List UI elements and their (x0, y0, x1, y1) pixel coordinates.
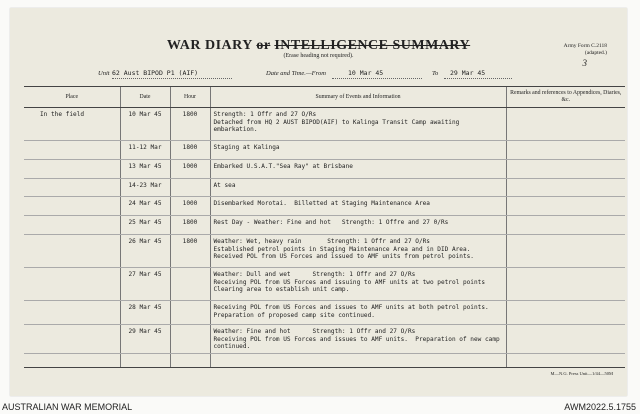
filler-cell (506, 353, 625, 367)
col-remarks: Remarks and references to Appendices, Diaries, &c. (506, 87, 625, 108)
cell-remarks (506, 141, 625, 160)
cell-summary (210, 141, 506, 160)
summary-text: Strength: 1 Offr and 27 O/Rs Detached from HQ 2 AUST BIPOD(AIF) to Kalinga Transit Camp awaiting embarkation. (213, 111, 460, 134)
cell-date: 29 Mar 45 (120, 325, 170, 354)
date-to: 29 Mar 45 (450, 69, 486, 77)
filler-cell (120, 353, 170, 367)
cell-remarks (506, 216, 625, 235)
filler-cell (210, 353, 506, 367)
summary-text: Receiving POL from US Forces and issues to AMF units at both petrol points. Preparation of proposed camp site continued. (213, 304, 489, 319)
summary-text: Disembarked Morotai. Billetted at Staging Maintenance Area (213, 200, 430, 207)
filler-cell (170, 353, 210, 367)
table-row (24, 216, 625, 235)
summary-text: Weather: Wet, heavy rain Strength: 1 Offr and 27 O/Rs Established petrol points in Staging Maintenance Area and in DID Area. Received POL from US Forces and issued to AMF units from petrol points. (213, 238, 474, 261)
cell-date: 14-23 Mar (120, 179, 170, 197)
cell-date: 26 Mar 45 (120, 235, 170, 268)
date-label: Date and Time.—From (266, 70, 326, 77)
cell-place (24, 216, 120, 235)
unit-label: Unit (98, 70, 110, 77)
cell-hour: 1800 (170, 235, 210, 268)
cell-hour (170, 268, 210, 301)
cell-summary (210, 108, 506, 141)
col-place: Place (24, 87, 120, 108)
title-main: WAR DIARY (166, 38, 253, 53)
cell-place (24, 179, 120, 197)
cell-remarks (506, 268, 625, 301)
cell-date: 25 Mar 45 (120, 216, 170, 235)
form-reference (564, 43, 607, 57)
form-ref-line2: (adapted.) (584, 50, 607, 56)
summary-text: Embarked U.S.A.T."Sea Ray" at Brisbane (213, 163, 353, 170)
table-row (24, 108, 625, 141)
unit-dotted-line (112, 78, 232, 79)
date-to-dotted-line (444, 78, 512, 79)
title-or: or (256, 38, 271, 53)
unit-value: 62 Aust BIPOD P1 (AIF) (112, 69, 199, 77)
diary-subtitle: (Erase heading not required). (283, 53, 354, 59)
cell-remarks (506, 301, 625, 325)
filler-cell (24, 353, 120, 367)
table-row (24, 301, 625, 325)
cell-place (24, 301, 120, 325)
table-row (24, 179, 625, 197)
table-row (24, 141, 625, 160)
caption-bar (0, 400, 640, 414)
cell-summary (210, 179, 506, 197)
cell-summary (210, 235, 506, 268)
cell-summary (210, 216, 506, 235)
cell-date: 28 Mar 45 (120, 301, 170, 325)
diary-sheet (10, 8, 627, 396)
cell-summary (210, 268, 506, 301)
diary-table (24, 86, 625, 368)
summary-text: At sea (213, 182, 236, 189)
cell-hour (170, 301, 210, 325)
to-label: To (432, 70, 439, 77)
cell-date: 13 Mar 45 (120, 160, 170, 179)
cell-remarks (506, 179, 625, 197)
table-row (24, 160, 625, 179)
date-from-dotted-line (332, 78, 422, 79)
cell-hour (170, 179, 210, 197)
cell-hour: 1800 (170, 108, 210, 141)
col-date: Date (120, 87, 170, 108)
date-from: 10 Mar 45 (348, 69, 384, 77)
diary-title (10, 38, 627, 54)
cell-remarks (506, 325, 625, 354)
cell-remarks (506, 160, 625, 179)
cell-place (24, 235, 120, 268)
cell-summary (210, 197, 506, 216)
table-row (24, 235, 625, 268)
page-number-handwritten: 3 (582, 58, 587, 68)
table-row (24, 197, 625, 216)
table-row (24, 325, 625, 354)
printer-imprint: M—N.G. Press Unit—1/44—50M (550, 371, 613, 376)
cell-place (24, 325, 120, 354)
cell-date: 11-12 Mar (120, 141, 170, 160)
cell-place: In the field (24, 108, 120, 141)
form-ref-line1: Army Form C.2118 (563, 43, 607, 49)
cell-remarks (506, 197, 625, 216)
col-summary: Summary of Events and Information (210, 87, 506, 108)
cell-hour: 1800 (170, 141, 210, 160)
cell-date: 24 Mar 45 (120, 197, 170, 216)
cell-remarks (506, 235, 625, 268)
cell-place (24, 141, 120, 160)
table-row (24, 268, 625, 301)
cell-summary (210, 325, 506, 354)
cell-place (24, 160, 120, 179)
title-strike: INTELLIGENCE SUMMARY (274, 38, 471, 53)
cell-date: 10 Mar 45 (120, 108, 170, 141)
cell-hour: 1800 (170, 216, 210, 235)
summary-text: Rest Day - Weather: Fine and hot Strength: 1 Offre and 27 0/Rs (213, 219, 449, 226)
cell-hour: 1000 (170, 197, 210, 216)
col-hour: Hour (170, 87, 210, 108)
cell-summary (210, 301, 506, 325)
summary-text: Staging at Kalinga (213, 144, 280, 151)
cell-remarks (506, 108, 625, 141)
table-filler-row (24, 353, 625, 367)
cell-summary (210, 160, 506, 179)
summary-text: Weather: Fine and hot Strength: 1 Offr and 27 O/Rs Receiving POL from US Forces and issues to AMF units. Preparation of new camp continued. (213, 328, 500, 351)
caption-left: AUSTRALIAN WAR MEMORIAL (2, 402, 133, 412)
cell-date: 27 Mar 45 (120, 268, 170, 301)
cell-hour (170, 325, 210, 354)
cell-hour: 1000 (170, 160, 210, 179)
summary-text: Weather: Dull and wet Strength: 1 Offr and 27 O/Rs Receiving POL from US Forces and issuing to AMF units at two petrol points Clearing area to establish unit camp. (213, 271, 485, 294)
cell-place (24, 197, 120, 216)
caption-right: AWM2022.5.1755 (564, 402, 636, 412)
cell-place (24, 268, 120, 301)
